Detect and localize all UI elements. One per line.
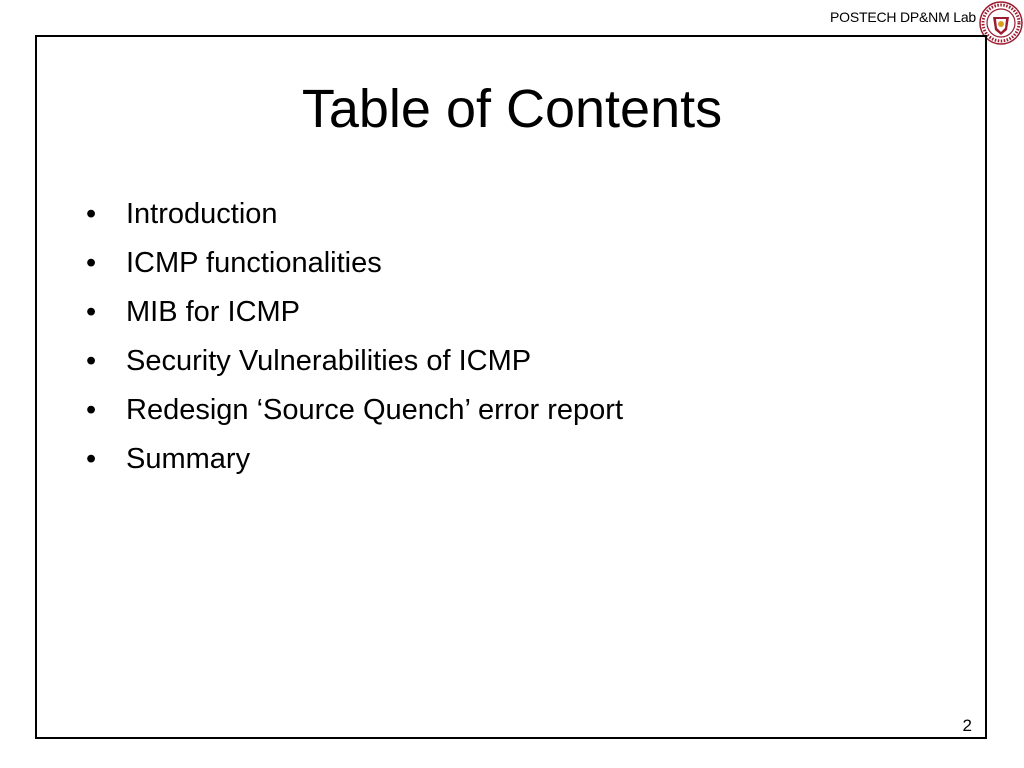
list-item-text: Redesign ‘Source Quench’ error report [126,394,624,426]
lab-name: POSTECH DP&NM Lab [830,9,976,25]
bullet-icon: • [86,198,97,230]
list-item-text: Introduction [126,198,278,230]
page-number: 2 [962,716,972,735]
slide-frame [35,35,987,739]
bullet-icon: • [86,345,97,377]
bullet-icon: • [86,296,97,328]
bullet-icon: • [86,443,97,475]
slide-title: Table of Contents [301,79,723,139]
list-item-text: MIB for ICMP [126,296,301,328]
bullet-icon: • [86,394,97,426]
bullet-icon: • [86,247,97,279]
list-item-text: ICMP functionalities [126,247,382,279]
list-item-text: Summary [126,443,251,475]
list-item-text: Security Vulnerabilities of ICMP [126,345,532,377]
